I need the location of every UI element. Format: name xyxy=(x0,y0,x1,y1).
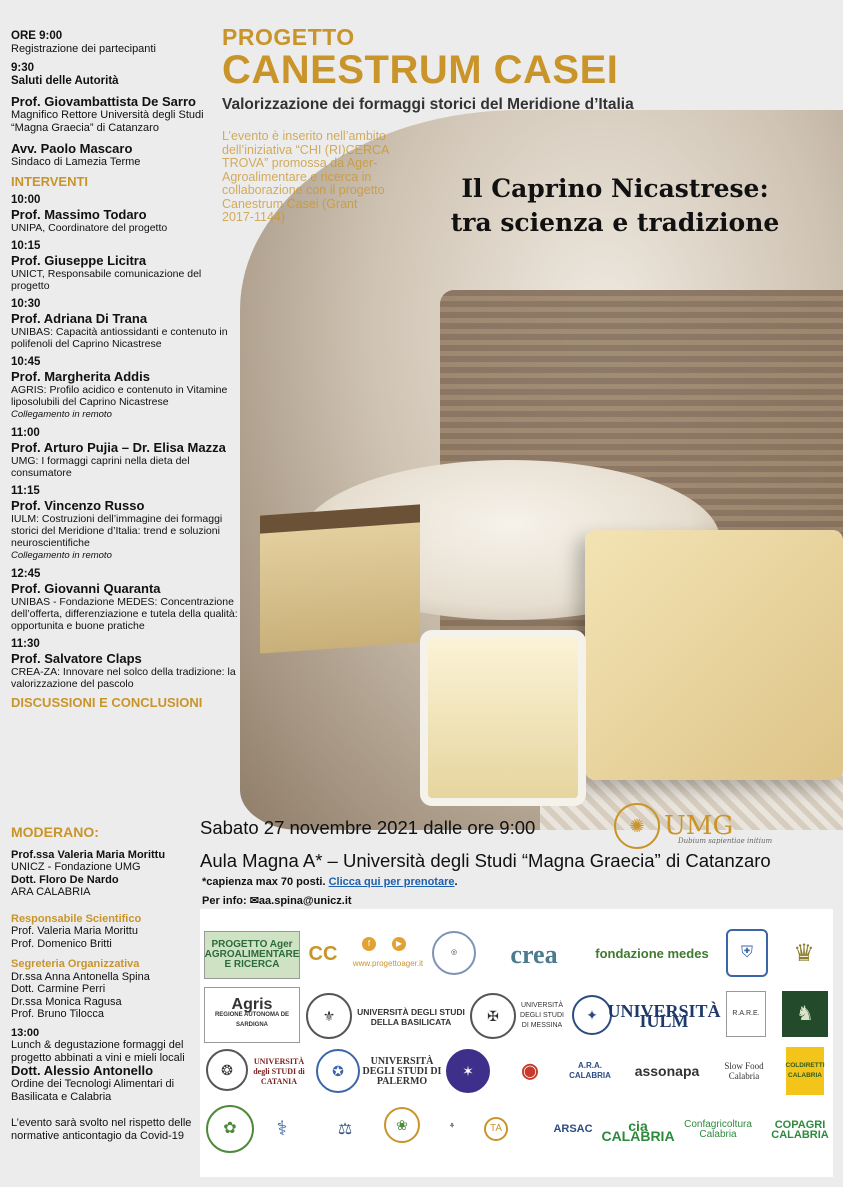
federalberghi-shield-icon: ⛨ xyxy=(726,929,768,977)
province-crest-icon: ♛ xyxy=(793,940,815,967)
talk-desc: IULM: Costruzioni dell’immagine dei formaggi storici del Meridione d’Italia: trend e soluzioni neuroscientifiche xyxy=(11,513,223,549)
sponsor-logos-panel xyxy=(200,909,833,1177)
cheese-slice-shape xyxy=(420,630,586,806)
slowfood-logo: Slow Food Calabria xyxy=(724,1061,764,1081)
talk-speaker: Prof. Adriana Di Trana xyxy=(11,311,148,326)
coldiretti-logo: COLDIRETTI CALABRIA xyxy=(786,1047,824,1095)
talk-time: 12:45 xyxy=(11,568,41,580)
program-column xyxy=(11,30,241,709)
medes-logo: fondazione medes xyxy=(595,946,709,961)
ager-logo: PROGETTO Ager AGROALIMENTARE E RICERCA xyxy=(204,931,300,979)
agris-subtitle: REGIONE AUTONOMA DE SARDIGNA xyxy=(214,1012,290,1028)
site-url: www.progettoager.it xyxy=(352,959,424,968)
talk-item xyxy=(11,485,241,562)
talk-speaker: Prof. Margherita Addis xyxy=(11,369,150,384)
talk-speaker: Prof. Massimo Todaro xyxy=(11,207,147,222)
moderano-heading: MODERANO: xyxy=(11,824,99,840)
agris-logo xyxy=(204,987,300,1043)
talk-time: 11:30 xyxy=(11,638,40,650)
moderator-org: ARA CALABRIA xyxy=(11,886,91,898)
talk-item xyxy=(11,568,241,632)
lunch-time: 13:00 xyxy=(11,1026,40,1039)
capacity-end: . xyxy=(454,876,458,888)
authority-name: Avv. Paolo Mascaro xyxy=(11,141,133,156)
resp-name: Prof. Domenico Britti xyxy=(11,937,112,950)
unibas-seal-icon: ⚜ xyxy=(306,993,352,1039)
segreteria-name: Dr.ssa Monica Ragusa xyxy=(11,995,122,1008)
capacity-text: *capienza max 70 posti. xyxy=(202,876,326,888)
unime-logo: UNIVERSITÀ DEGLI STUDI DI MESSINA xyxy=(520,1002,564,1029)
segreteria-name: Prof. Bruno Tilocca xyxy=(11,1008,104,1020)
discussioni-heading: DISCUSSIONI E CONCLUSIONI xyxy=(11,695,203,710)
talk-desc: AGRIS: Profilo acidico e contenuto in Vitamine liposolubili del Caprino Nicastrese xyxy=(11,384,228,408)
unipa-seal-icon: ✪ xyxy=(316,1049,360,1093)
iulm-logo: UNIVERSITÀ IULM xyxy=(607,1001,721,1031)
medical-order-icon: ⚕ xyxy=(276,1118,288,1140)
covid-note: L’evento sarà svolto nel rispetto delle normative anticontagio da Covid-19 xyxy=(11,1117,192,1142)
cia-logo: cia CALABRIA xyxy=(601,1118,675,1144)
arsac-logo: ARSAC xyxy=(553,1123,593,1135)
cheese-wedge-shape xyxy=(260,504,420,653)
capacity-line xyxy=(202,876,458,888)
cheese-block-shape xyxy=(585,530,843,780)
booking-link[interactable]: Clicca qui per prenotare xyxy=(328,876,455,888)
lunch-host-name: Dott. Alessio Antonello xyxy=(11,1063,154,1078)
event-title xyxy=(395,172,835,240)
project-subtitle: Valorizzazione dei formaggi storici del Meridione d’Italia xyxy=(222,96,634,113)
talk-speaker: Prof. Salvatore Claps xyxy=(11,651,142,666)
cc-logo: CC xyxy=(308,943,338,965)
talk-time: 10:15 xyxy=(11,240,41,252)
iulm-seal-icon: ✦ xyxy=(572,995,612,1035)
assonapa-logo: assonapa xyxy=(634,1063,700,1079)
agris-title: Agris xyxy=(231,996,273,1013)
talk-time: 10:45 xyxy=(11,356,41,368)
segreteria-heading: Segreteria Organizzativa xyxy=(11,958,140,970)
project-brand xyxy=(222,24,619,92)
intro-text: L’evento è inserito nell’ambito dell’iniziativa “CHI (RI)CERCA TROVA” promossa da Ager-Agroalimentare e ricerca in collaborazione con il progetto Canestrum Casei (Grant 2017-1144) xyxy=(222,129,389,224)
talk-item xyxy=(11,356,241,421)
mail-icon: ✉ xyxy=(249,895,259,907)
ara-logo: A.R.A. CALABRIA xyxy=(569,1061,611,1080)
youtube-icon: ▶ xyxy=(392,937,406,951)
unime-seal-icon: ✠ xyxy=(470,993,516,1039)
agronomists-seal-icon: ❀ xyxy=(384,1107,420,1143)
program-desc: Saluti delle Autorità xyxy=(11,75,119,87)
catanzaro-seal-icon: ✿ xyxy=(206,1105,254,1153)
program-time: ORE 9:00 xyxy=(11,30,63,42)
talk-desc: UNIPA, Coordinatore del progetto xyxy=(11,222,168,234)
brand-name: CANESTRUM CASEI xyxy=(222,48,619,92)
partner-seal-icon: ✶ xyxy=(446,1049,490,1093)
talk-time: 10:00 xyxy=(11,194,41,206)
talk-desc: UNIBAS: Capacità antiossidanti e contenuto in polifenoli del Caprino Nicastrese xyxy=(11,326,228,350)
copagri-logo: COPAGRI CALABRIA xyxy=(771,1119,829,1141)
lunch-host-org: Ordine dei Tecnologi Alimentari di Basilicata e Calabria xyxy=(11,1078,175,1103)
resp-heading: Responsabile Scientifico xyxy=(11,912,142,925)
talk-item xyxy=(11,194,241,234)
talk-time: 11:00 xyxy=(11,427,40,439)
unict-logo: UNIVERSITÀ degli STUDI di CATANIA xyxy=(253,1057,305,1086)
talk-item xyxy=(11,638,241,690)
email-link[interactable]: aa.spina@unicz.it xyxy=(258,895,352,907)
talk-desc: UMG: I formaggi caprini nella dieta del consumatore xyxy=(11,455,190,479)
talk-speaker: Prof. Giuseppe Licitra xyxy=(11,253,147,268)
talk-item xyxy=(11,298,241,350)
umg-seal-icon: ✺ xyxy=(614,803,660,849)
talk-desc: CREA-ZA: Innovare nel solco della tradizione: la valorizzazione del pascolo xyxy=(11,666,236,690)
umg-logo xyxy=(614,803,773,849)
segreteria-name: Dr.ssa Anna Antonella Spina xyxy=(11,970,150,983)
info-line xyxy=(202,894,352,907)
info-label: Per info: xyxy=(202,895,247,907)
talk-speaker: Prof. Vincenzo Russo xyxy=(11,498,145,513)
vets-order-icon: ⚖ xyxy=(337,1121,353,1138)
tecnologi-seal-icon: TA xyxy=(484,1117,508,1141)
unipa-logo: UNIVERSITÀ DEGLI STUDI DI PALERMO xyxy=(362,1056,442,1087)
canestrum-seal-icon: ◎ xyxy=(432,931,476,975)
moderator-org: UNICZ - Fondazione UMG xyxy=(11,861,141,873)
confagricoltura-logo: Confagricoltura Calabria xyxy=(684,1119,752,1140)
authority-desc: Magnifico Rettore Università degli Studi “Magna Graecia” di Catanzaro xyxy=(11,109,204,134)
talk-item xyxy=(11,427,241,479)
event-title-line1: Il Caprino Nicastrese: xyxy=(461,174,769,203)
talk-desc: UNIBAS - Fondazione MEDES: Concentrazione dell’offerta, differenziazione e tutela della qualità: opportunita e buone pratiche xyxy=(11,596,238,632)
talk-speaker: Prof. Arturo Pujia – Dr. Elisa Mazza xyxy=(11,440,226,455)
brand-progetto: PROGETTO xyxy=(222,24,355,50)
authority-name: Prof. Giovambattista De Sarro xyxy=(11,94,196,109)
talk-desc: UNICT, Responsabile comunicazione del progetto xyxy=(11,268,202,292)
umg-motto: Dubium sapientiae initium xyxy=(678,837,773,845)
segreteria-name: Dott. Carmine Perri xyxy=(11,983,106,995)
unict-seal-icon: ❂ xyxy=(206,1049,248,1091)
cis-logo-icon: ◉ xyxy=(521,1060,539,1082)
facebook-icon: f xyxy=(362,937,376,951)
periti-agrari-icon: ⚘ xyxy=(448,1123,456,1130)
crea-logo: crea xyxy=(510,940,558,969)
event-title-line2: tra scienza e tradizione xyxy=(450,208,780,237)
talk-remote-note: Collegamento in remoto xyxy=(11,550,112,561)
unibas-logo: UNIVERSITÀ DEGLI STUDI DELLA BASILICATA xyxy=(357,1007,465,1027)
moderator-name: Dott. Floro De Nardo xyxy=(11,873,119,886)
talk-time: 11:15 xyxy=(11,485,40,497)
event-date: Sabato 27 novembre 2021 dalle ore 9:00 xyxy=(200,817,536,838)
organizers-column xyxy=(11,826,201,1142)
event-place: Aula Magna A* – Università degli Studi “Magna Graecia” di Catanzaro xyxy=(200,850,771,871)
program-desc: Registrazione dei partecipanti xyxy=(11,43,156,55)
talk-item xyxy=(11,240,241,292)
program-time: 9:30 xyxy=(11,62,35,74)
moderator-name: Prof.ssa Valeria Maria Morittu xyxy=(11,848,166,861)
talk-remote-note: Collegamento in remoto xyxy=(11,409,112,420)
resp-name: Prof. Valeria Maria Morittu xyxy=(11,925,138,937)
authority-desc: Sindaco di Lamezia Terme xyxy=(11,156,141,168)
talk-speaker: Prof. Giovanni Quaranta xyxy=(11,581,161,596)
rare-logo: R.A.R.E. xyxy=(726,991,766,1037)
umg-logo-text: UMG xyxy=(664,811,734,841)
talk-time: 10:30 xyxy=(11,298,41,310)
lunch-desc: Lunch & degustazione formaggi del progetto abbinati a vini e mieli locali xyxy=(11,1039,185,1064)
interventi-heading: INTERVENTI xyxy=(11,174,89,189)
goat-logo-icon: ♞ xyxy=(782,991,828,1037)
